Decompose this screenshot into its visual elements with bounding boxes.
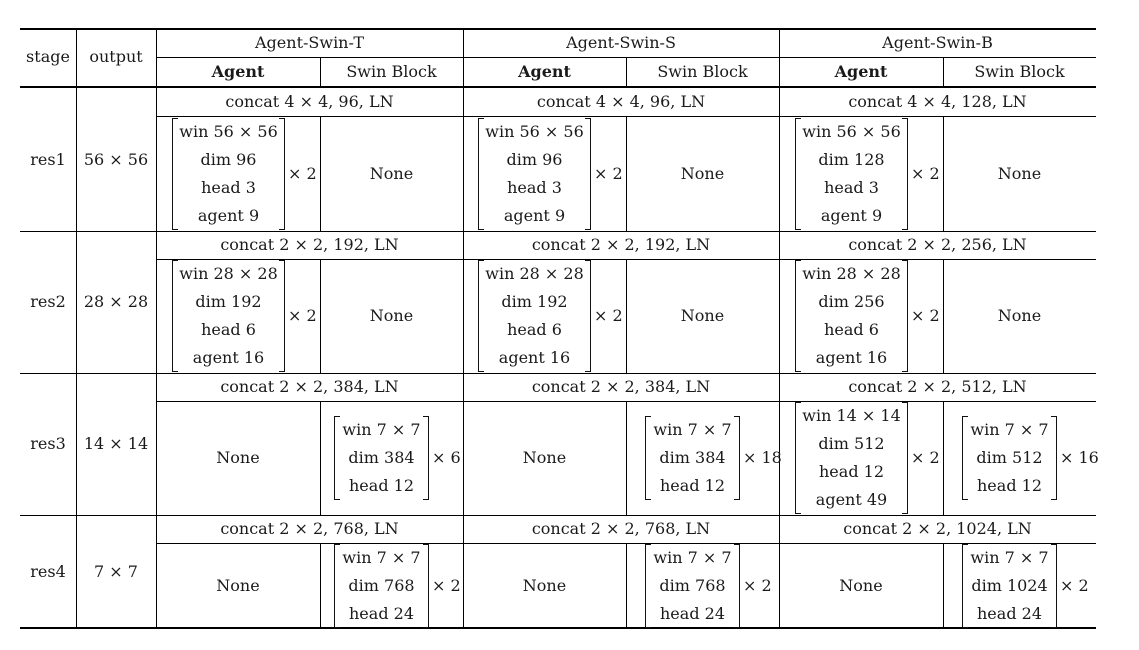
config-line: head 12 xyxy=(977,476,1042,495)
top-rule xyxy=(20,28,1096,30)
header-agent: Agent xyxy=(211,62,265,81)
repeat-multiplier: × 2 xyxy=(288,306,317,325)
stage-label: res2 xyxy=(30,292,66,311)
bottom-rule xyxy=(20,627,1096,629)
output-resolution: 14 × 14 xyxy=(83,434,149,453)
agent-block-config xyxy=(172,118,285,230)
config-line: win 14 × 14 xyxy=(802,406,901,425)
config-line: agent 16 xyxy=(815,348,888,367)
config-line: dim 192 xyxy=(195,292,262,311)
repeat-multiplier: × 2 xyxy=(288,163,317,183)
column-divider xyxy=(320,116,321,231)
column-divider xyxy=(626,57,627,86)
config-line: head 24 xyxy=(977,604,1042,623)
config-line: head 6 xyxy=(824,320,879,339)
agent-none: None xyxy=(522,448,567,467)
config-line: head 6 xyxy=(507,320,562,339)
config-line: head 6 xyxy=(201,320,256,339)
patch-merge-spec: concat 4 × 4, 96, LN xyxy=(536,92,706,111)
swin-none: None xyxy=(680,306,725,325)
repeat-multiplier: × 2 xyxy=(911,163,940,183)
config-line: dim 384 xyxy=(348,448,415,467)
agent-block-config xyxy=(795,402,908,514)
agent-none: None xyxy=(839,575,883,595)
config-line: win 7 × 7 xyxy=(970,420,1049,439)
config-line: dim 768 xyxy=(659,576,726,595)
stage-label: res4 xyxy=(30,561,66,581)
patch-merge-spec: concat 2 × 2, 192, LN xyxy=(531,235,711,254)
swin-block-config xyxy=(962,416,1057,500)
header-model-agent-swin-t: Agent-Swin-T xyxy=(255,33,364,52)
patch-merge-spec: concat 2 × 2, 384, LN xyxy=(531,377,711,396)
column-divider xyxy=(76,28,77,628)
column-divider xyxy=(779,28,780,628)
patch-merge-spec: concat 2 × 2, 384, LN xyxy=(220,377,399,396)
column-divider xyxy=(943,543,944,628)
architecture-table xyxy=(20,28,1099,629)
column-divider xyxy=(943,401,944,515)
header-agent: Agent xyxy=(834,62,888,81)
repeat-multiplier: × 6 xyxy=(432,448,461,467)
column-divider xyxy=(626,401,627,515)
header-model-agent-swin-s: Agent-Swin-S xyxy=(566,33,676,52)
agent-none: None xyxy=(522,575,567,595)
config-line: win 28 × 28 xyxy=(179,264,278,283)
repeat-multiplier: × 2 xyxy=(743,575,772,595)
column-divider xyxy=(943,116,944,231)
config-line: dim 256 xyxy=(818,292,885,311)
swin-block-config xyxy=(962,544,1057,628)
agent-block-config xyxy=(795,118,908,230)
config-line: dim 1024 xyxy=(971,576,1048,595)
output-resolution: 28 × 28 xyxy=(83,292,149,311)
config-line: win 56 × 56 xyxy=(802,122,901,141)
header-stage: stage xyxy=(26,47,70,66)
config-line: head 12 xyxy=(349,476,414,495)
swin-none: None xyxy=(997,306,1042,325)
repeat-multiplier: × 2 xyxy=(1060,575,1089,595)
column-divider xyxy=(156,28,157,628)
repeat-multiplier: × 2 xyxy=(432,575,461,595)
config-line: win 7 × 7 xyxy=(653,420,732,439)
swin-block-config xyxy=(334,544,429,628)
repeat-multiplier: × 2 xyxy=(911,448,940,467)
agent-block-config xyxy=(478,118,591,230)
patch-merge-spec: concat 2 × 2, 1024, LN xyxy=(843,519,1032,538)
patch-merge-spec: concat 4 × 4, 96, LN xyxy=(225,92,394,111)
config-line: dim 384 xyxy=(659,448,726,467)
stage-label: res1 xyxy=(30,149,66,169)
header-model-agent-swin-b: Agent-Swin-B xyxy=(882,33,993,52)
config-line: win 7 × 7 xyxy=(653,548,732,567)
row-rule xyxy=(20,515,1096,516)
patch-merge-spec: concat 2 × 2, 256, LN xyxy=(848,235,1027,254)
config-line: dim 512 xyxy=(818,434,885,453)
config-line: dim 128 xyxy=(818,150,885,169)
config-line: agent 9 xyxy=(503,206,566,225)
header-swin-block: Swin Block xyxy=(974,62,1065,81)
config-line: head 24 xyxy=(660,604,725,623)
header-output: output xyxy=(89,47,143,66)
agent-block-config xyxy=(478,260,591,372)
swin-none: None xyxy=(997,163,1042,183)
config-line: win 56 × 56 xyxy=(485,122,584,141)
config-line: head 3 xyxy=(824,178,879,197)
config-line: agent 9 xyxy=(820,206,883,225)
config-line: dim 768 xyxy=(348,576,415,595)
config-line: dim 192 xyxy=(501,292,568,311)
column-divider xyxy=(320,543,321,628)
config-line: win 7 × 7 xyxy=(342,548,421,567)
config-line: win 56 × 56 xyxy=(179,122,278,141)
output-resolution: 56 × 56 xyxy=(83,149,149,169)
config-line: head 24 xyxy=(349,604,414,623)
patch-merge-spec: concat 4 × 4, 128, LN xyxy=(848,92,1027,111)
config-line: head 12 xyxy=(660,476,725,495)
column-divider xyxy=(463,28,464,628)
column-divider xyxy=(320,259,321,373)
swin-none: None xyxy=(369,163,414,183)
header-agent: Agent xyxy=(518,62,571,81)
config-line: head 3 xyxy=(507,178,562,197)
swin-none: None xyxy=(680,163,725,183)
column-divider xyxy=(626,259,627,373)
config-line: agent 16 xyxy=(498,348,571,367)
config-line: win 7 × 7 xyxy=(342,420,421,439)
config-line: dim 512 xyxy=(976,448,1043,467)
config-line: head 3 xyxy=(201,178,256,197)
repeat-multiplier: × 2 xyxy=(594,306,623,325)
repeat-multiplier: × 18 xyxy=(743,448,782,467)
config-line: dim 96 xyxy=(506,150,563,169)
header-swin-block: Swin Block xyxy=(657,62,748,81)
config-line: win 28 × 28 xyxy=(485,264,584,283)
config-line: dim 96 xyxy=(200,150,257,169)
swin-block-config xyxy=(334,416,429,500)
agent-none: None xyxy=(216,448,260,467)
header-swin-block: Swin Block xyxy=(346,62,437,81)
row-rule xyxy=(20,373,1096,374)
swin-none: None xyxy=(369,306,414,325)
config-line: agent 16 xyxy=(192,348,265,367)
swin-block-config xyxy=(645,544,740,628)
patch-merge-spec: concat 2 × 2, 192, LN xyxy=(220,235,399,254)
swin-block-config xyxy=(645,416,740,500)
repeat-multiplier: × 16 xyxy=(1060,448,1099,467)
column-divider xyxy=(943,57,944,86)
column-divider xyxy=(626,116,627,231)
config-line: head 12 xyxy=(819,462,884,481)
agent-none: None xyxy=(216,575,260,595)
stage-label: res3 xyxy=(30,434,66,453)
agent-block-config xyxy=(795,260,908,372)
header-rule xyxy=(20,86,1096,88)
row-rule xyxy=(20,231,1096,232)
column-divider xyxy=(626,543,627,628)
column-divider xyxy=(943,259,944,373)
patch-merge-spec: concat 2 × 2, 768, LN xyxy=(220,519,399,538)
output-resolution: 7 × 7 xyxy=(94,561,138,581)
agent-block-config xyxy=(172,260,285,372)
config-line: win 7 × 7 xyxy=(970,548,1049,567)
patch-merge-spec: concat 2 × 2, 512, LN xyxy=(848,377,1027,396)
column-divider xyxy=(320,401,321,515)
repeat-multiplier: × 2 xyxy=(911,306,940,325)
config-line: agent 9 xyxy=(197,206,260,225)
column-divider xyxy=(320,57,321,86)
repeat-multiplier: × 2 xyxy=(594,163,623,183)
patch-merge-spec: concat 2 × 2, 768, LN xyxy=(531,519,711,538)
config-line: agent 49 xyxy=(815,490,888,509)
config-line: win 28 × 28 xyxy=(802,264,901,283)
